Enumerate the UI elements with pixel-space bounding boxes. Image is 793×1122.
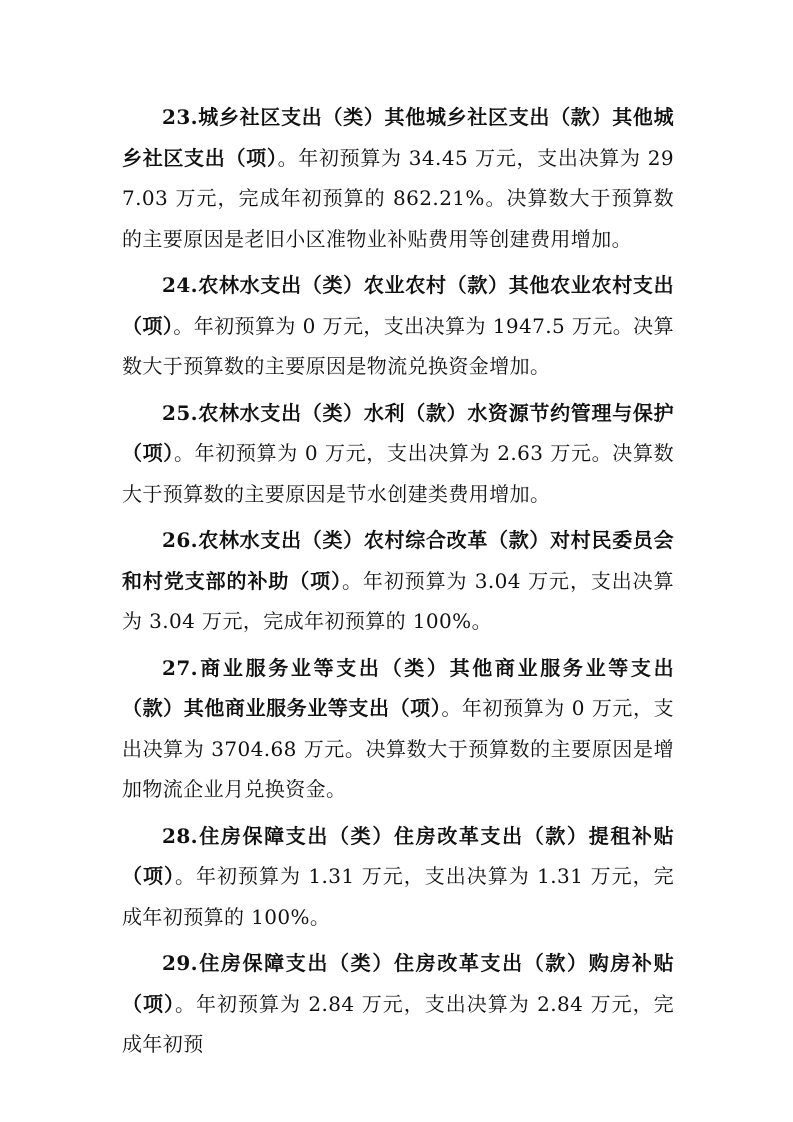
item-heading: 26.农林水支出（类）农村综合改革（款）对村民委员会和村党支部的补助（项） — [122, 528, 674, 593]
item-body: 。年初预算为 0 万元，支出决算为 1947.5 万元。决算数大于预算数的主要原因是物流兑换资金增加。 — [122, 313, 674, 378]
document-page — [122, 97, 674, 1071]
item-heading: 25.农林水支出（类）水利（款）水资源节约管理与保护（项） — [122, 400, 674, 465]
paragraph-item-27 — [122, 648, 674, 810]
item-body: 。年初预算为 1.31 万元，支出决算为 1.31 万元，完成年初预算的 100%。 — [122, 864, 675, 929]
item-heading: 27.商业服务业等支出（类）其他商业服务业等支出（款）其他商业服务业等支出（项） — [122, 655, 674, 720]
paragraph-item-23 — [122, 97, 674, 259]
item-body: 。年初预算为 3.04 万元，支出决算为 3.04 万元，完成年初预算的 100%。 — [122, 568, 674, 633]
item-body: 。年初预算为 2.84 万元，支出决算为 2.84 万元，完成年初预 — [122, 991, 675, 1056]
item-heading: 23.城乡社区支出（类）其他城乡社区支出（款）其他城乡社区支出（项） — [122, 105, 674, 170]
item-body: 。年初预算为 0 万元，支出决算为 3704.68 万元。决算数大于预算数的主要原因是增加物流企业月兑换资金。 — [122, 696, 675, 801]
paragraph-item-26 — [122, 520, 674, 642]
paragraph-item-24 — [122, 265, 674, 387]
item-body: 。年初预算为 0 万元，支出决算为 2.63 万元。决算数大于预算数的主要原因是节水创建类费用增加。 — [122, 441, 674, 506]
paragraph-item-29 — [122, 943, 674, 1065]
item-heading: 28.住房保障支出（类）住房改革支出（款）提租补贴（项） — [122, 823, 674, 888]
item-heading: 24.农林水支出（类）农业农村（款）其他农业农村支出（项） — [122, 273, 674, 338]
item-heading: 29.住房保障支出（类）住房改革支出（款）购房补贴（项） — [122, 951, 674, 1016]
paragraph-item-25 — [122, 393, 674, 515]
paragraph-item-28 — [122, 816, 674, 938]
item-body: 。年初预算为 34.45 万元，支出决算为 297.03 万元，完成年初预算的 862.21%。决算数大于预算数的主要原因是老旧小区准物业补贴费用等创建费用增加。 — [122, 145, 674, 251]
